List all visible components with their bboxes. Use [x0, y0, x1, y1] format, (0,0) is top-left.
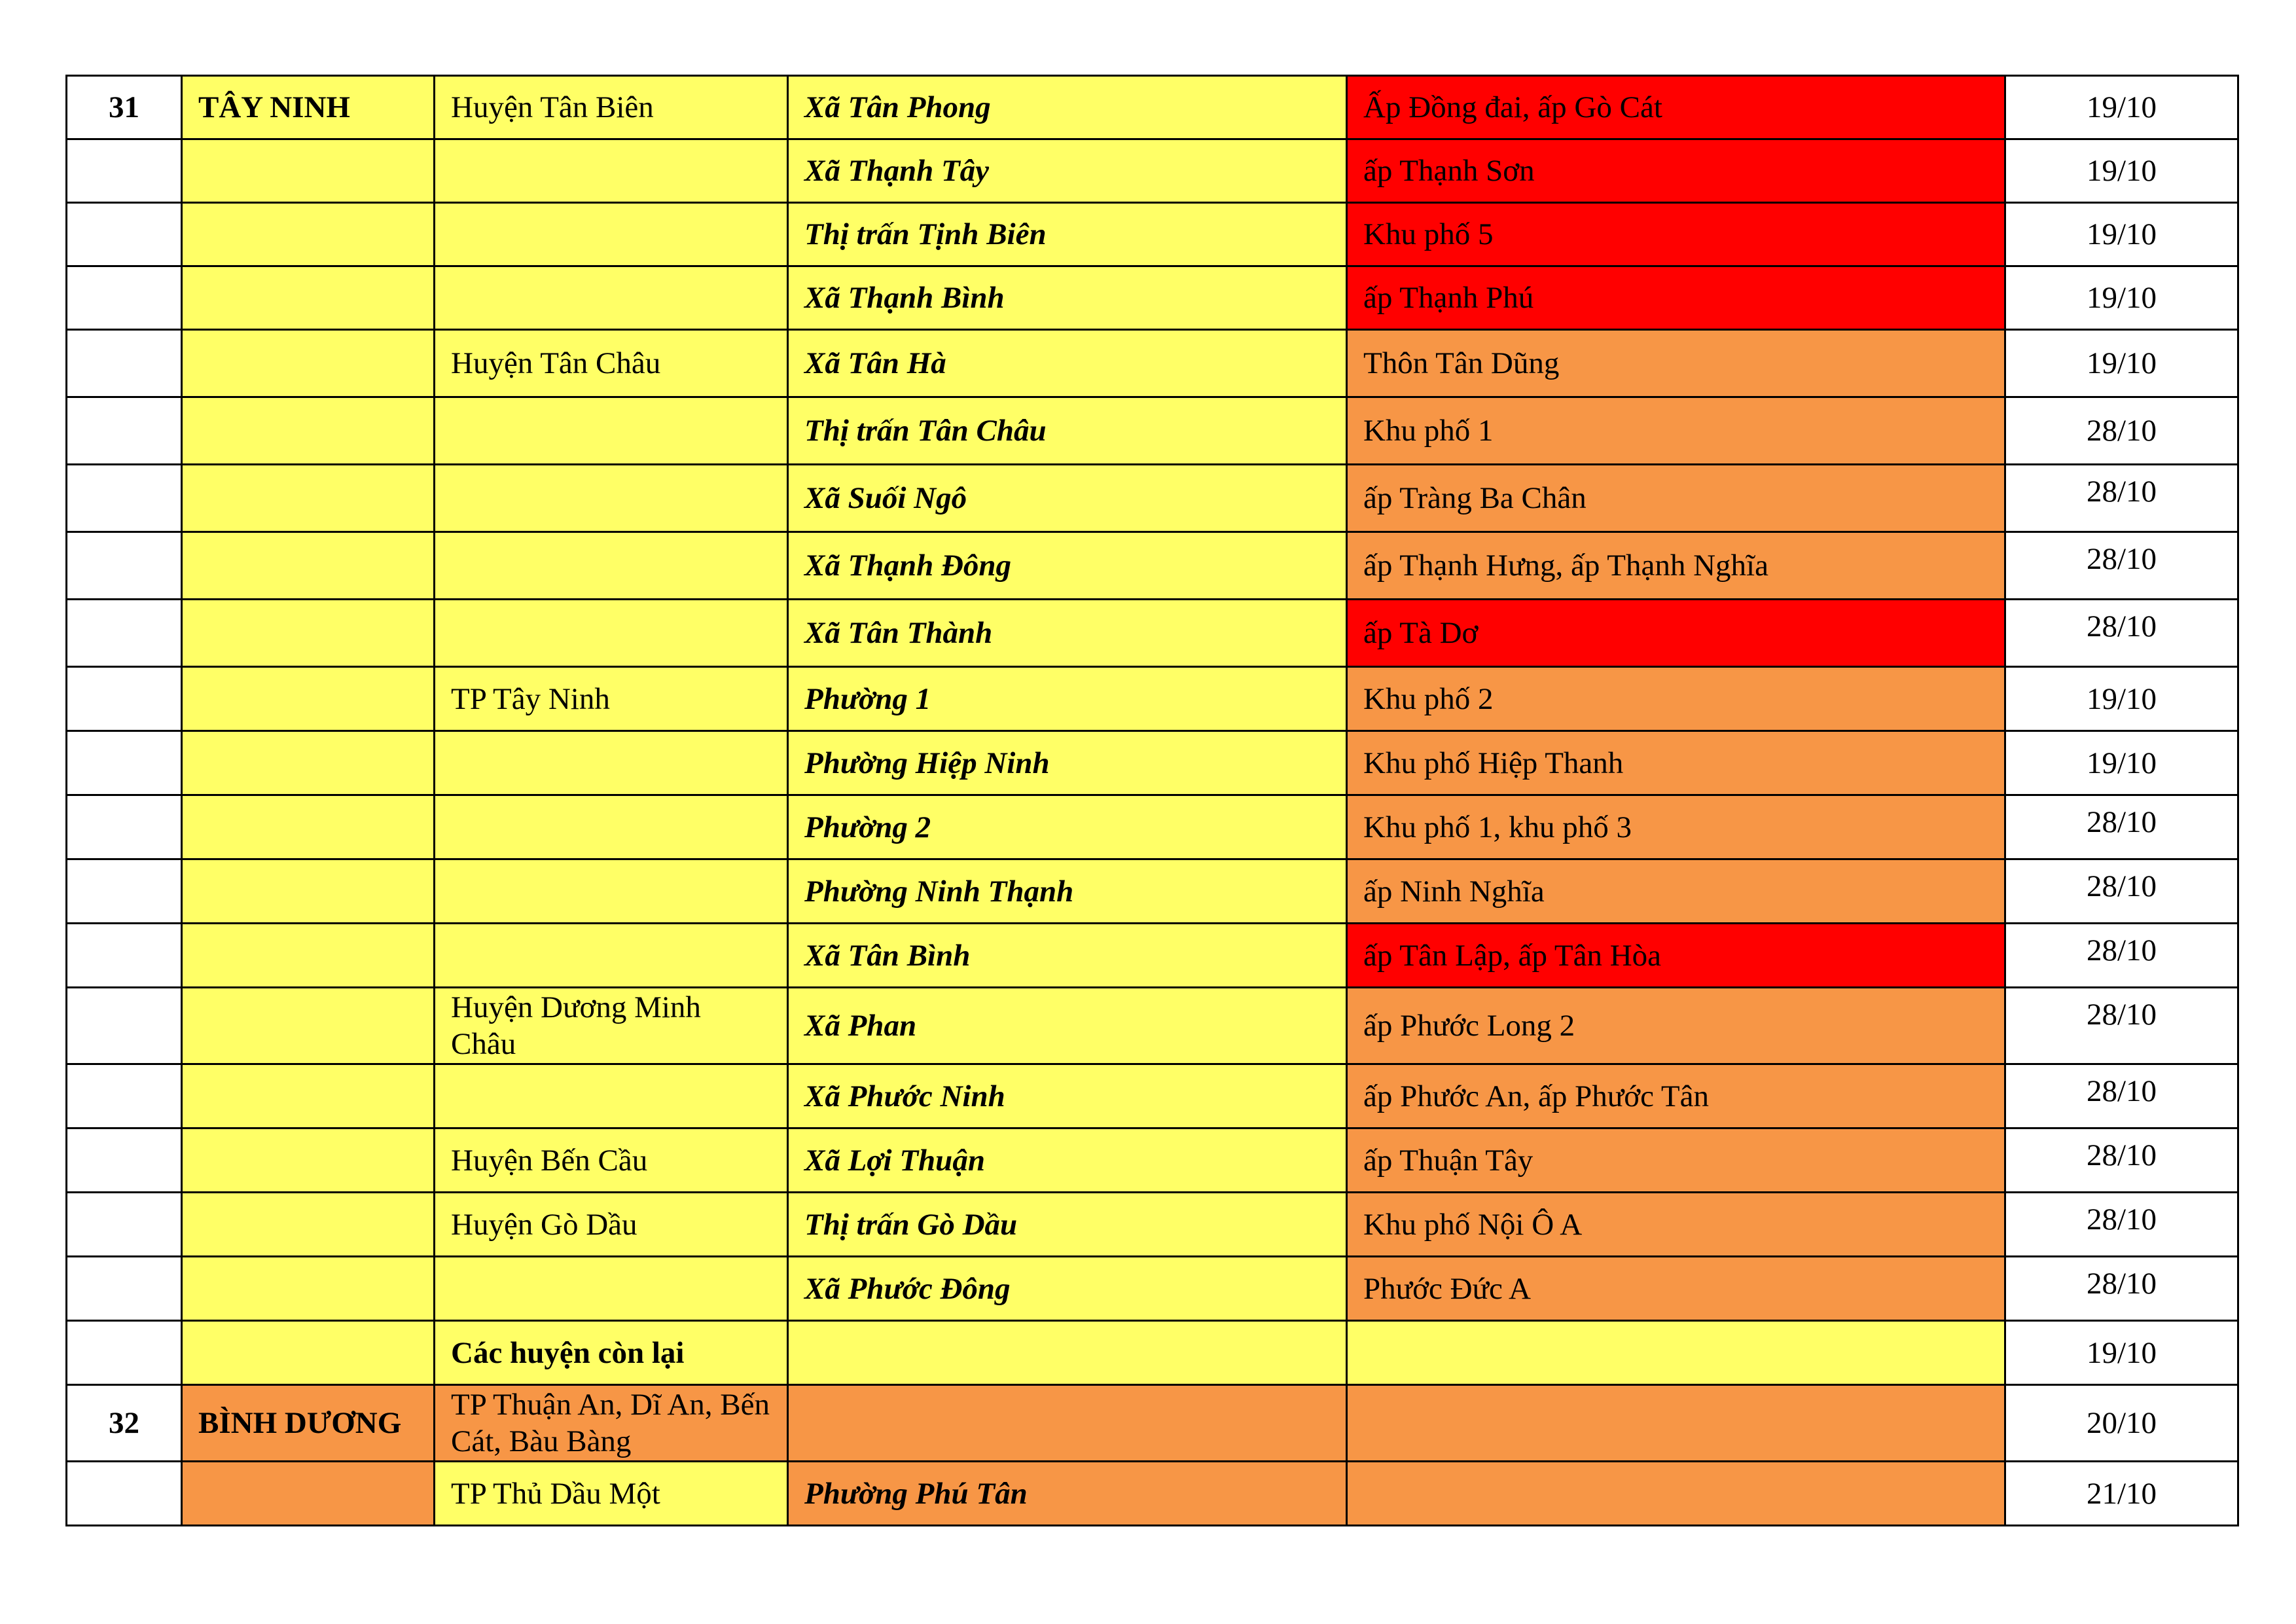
province-cell: [182, 1128, 435, 1193]
row-number: [67, 532, 182, 600]
province-cell: [182, 1193, 435, 1257]
district-cell: TP Tây Ninh: [435, 667, 788, 731]
province-cell: [182, 795, 435, 859]
area-cell: ấp Thạnh Sơn: [1347, 139, 2005, 203]
district-cell: [435, 532, 788, 600]
province-cell: [182, 988, 435, 1064]
province-cell: BÌNH DƯƠNG: [182, 1385, 435, 1462]
district-cell: [435, 1257, 788, 1321]
province-cell: TÂY NINH: [182, 76, 435, 139]
commune-cell: Xã Thạnh Tây: [788, 139, 1347, 203]
date-cell: 28/10: [2005, 600, 2238, 667]
zone-table: [65, 75, 2239, 1526]
row-number: [67, 1193, 182, 1257]
area-cell: Thôn Tân Dũng: [1347, 330, 2005, 397]
table-row: [67, 1064, 2238, 1128]
date-cell: 19/10: [2005, 1321, 2238, 1385]
date-cell: 28/10: [2005, 795, 2238, 859]
table-row: [67, 330, 2238, 397]
province-cell: [182, 532, 435, 600]
commune-cell: [788, 1385, 1347, 1462]
commune-cell: Xã Lợi Thuận: [788, 1128, 1347, 1193]
district-cell: [435, 397, 788, 465]
province-cell: [182, 397, 435, 465]
commune-cell: Xã Tân Thành: [788, 600, 1347, 667]
province-cell: [182, 667, 435, 731]
table-row: [67, 532, 2238, 600]
row-number: [67, 731, 182, 795]
district-cell: [435, 1064, 788, 1128]
district-cell: [435, 139, 788, 203]
row-number: [67, 667, 182, 731]
date-cell: 28/10: [2005, 924, 2238, 988]
province-cell: [182, 465, 435, 532]
district-cell: [435, 795, 788, 859]
province-cell: [182, 1462, 435, 1526]
district-cell: [435, 731, 788, 795]
table-row: [67, 988, 2238, 1064]
row-number: [67, 988, 182, 1064]
province-cell: [182, 139, 435, 203]
date-cell: 19/10: [2005, 139, 2238, 203]
province-cell: [182, 600, 435, 667]
date-cell: 28/10: [2005, 988, 2238, 1064]
date-cell: 19/10: [2005, 76, 2238, 139]
table-row: [67, 859, 2238, 924]
area-cell: Khu phố 2: [1347, 667, 2005, 731]
district-cell: TP Thuận An, Dĩ An, Bến Cát, Bàu Bàng: [435, 1385, 788, 1462]
area-cell: ấp Tân Lập, ấp Tân Hòa: [1347, 924, 2005, 988]
table-row: [67, 465, 2238, 532]
table-row: [67, 397, 2238, 465]
area-cell: ấp Thạnh Hưng, ấp Thạnh Nghĩa: [1347, 532, 2005, 600]
commune-cell: Xã Tân Phong: [788, 76, 1347, 139]
district-cell: Huyện Tân Châu: [435, 330, 788, 397]
row-number: [67, 1128, 182, 1193]
date-cell: 28/10: [2005, 1257, 2238, 1321]
province-cell: [182, 731, 435, 795]
province-cell: [182, 1321, 435, 1385]
row-number: [67, 266, 182, 330]
row-number: [67, 1064, 182, 1128]
province-cell: [182, 1257, 435, 1321]
date-cell: 28/10: [2005, 1128, 2238, 1193]
area-cell: ấp Phước Long 2: [1347, 988, 2005, 1064]
table-row: [67, 1128, 2238, 1193]
table-row: [67, 203, 2238, 266]
area-cell: ấp Thuận Tây: [1347, 1128, 2005, 1193]
commune-cell: Xã Phước Đông: [788, 1257, 1347, 1321]
district-cell: Huyện Bến Cầu: [435, 1128, 788, 1193]
commune-cell: Phường Ninh Thạnh: [788, 859, 1347, 924]
area-cell: ấp Ninh Nghĩa: [1347, 859, 2005, 924]
date-cell: 19/10: [2005, 731, 2238, 795]
row-number: [67, 600, 182, 667]
row-number: [67, 465, 182, 532]
district-cell: [435, 465, 788, 532]
commune-cell: Xã Suối Ngô: [788, 465, 1347, 532]
row-number: 31: [67, 76, 182, 139]
district-cell: [435, 859, 788, 924]
date-cell: 19/10: [2005, 330, 2238, 397]
area-cell: ấp Tà Dơ: [1347, 600, 2005, 667]
commune-cell: Phường 2: [788, 795, 1347, 859]
area-cell: Khu phố Nội Ô A: [1347, 1193, 2005, 1257]
district-cell: [435, 924, 788, 988]
table-row: [67, 795, 2238, 859]
province-cell: [182, 203, 435, 266]
table-row: [67, 266, 2238, 330]
row-number: [67, 1321, 182, 1385]
table-row: [67, 600, 2238, 667]
table-row: [67, 731, 2238, 795]
table-row: [67, 667, 2238, 731]
commune-cell: Phường Hiệp Ninh: [788, 731, 1347, 795]
area-cell: Ấp Đồng đai, ấp Gò Cát: [1347, 76, 2005, 139]
area-cell: ấp Tràng Ba Chân: [1347, 465, 2005, 532]
province-cell: [182, 330, 435, 397]
area-cell: Khu phố Hiệp Thanh: [1347, 731, 2005, 795]
district-cell: TP Thủ Dầu Một: [435, 1462, 788, 1526]
table-row: [67, 1257, 2238, 1321]
province-cell: [182, 859, 435, 924]
area-cell: Khu phố 5: [1347, 203, 2005, 266]
commune-cell: Xã Tân Hà: [788, 330, 1347, 397]
row-number: [67, 924, 182, 988]
date-cell: 28/10: [2005, 397, 2238, 465]
area-cell: ấp Thạnh Phú: [1347, 266, 2005, 330]
commune-cell: Phường 1: [788, 667, 1347, 731]
date-cell: 20/10: [2005, 1385, 2238, 1462]
district-cell: Các huyện còn lại: [435, 1321, 788, 1385]
area-cell: Khu phố 1: [1347, 397, 2005, 465]
commune-cell: Thị trấn Gò Dầu: [788, 1193, 1347, 1257]
commune-cell: Xã Thạnh Đông: [788, 532, 1347, 600]
row-number: 32: [67, 1385, 182, 1462]
province-cell: [182, 266, 435, 330]
table-row: [67, 1321, 2238, 1385]
province-cell: [182, 1064, 435, 1128]
district-cell: [435, 266, 788, 330]
table-row: [67, 76, 2238, 139]
area-cell: Khu phố 1, khu phố 3: [1347, 795, 2005, 859]
date-cell: 28/10: [2005, 1193, 2238, 1257]
table-row: [67, 139, 2238, 203]
date-cell: 19/10: [2005, 203, 2238, 266]
row-number: [67, 139, 182, 203]
row-number: [67, 397, 182, 465]
date-cell: 28/10: [2005, 532, 2238, 600]
row-number: [67, 1257, 182, 1321]
date-cell: 28/10: [2005, 465, 2238, 532]
table-row: [67, 1462, 2238, 1526]
row-number: [67, 859, 182, 924]
district-cell: [435, 203, 788, 266]
row-number: [67, 330, 182, 397]
commune-cell: Thị trấn Tịnh Biên: [788, 203, 1347, 266]
area-cell: Phước Đức A: [1347, 1257, 2005, 1321]
commune-cell: Xã Phước Ninh: [788, 1064, 1347, 1128]
commune-cell: [788, 1321, 1347, 1385]
district-cell: Huyện Gò Dầu: [435, 1193, 788, 1257]
date-cell: 19/10: [2005, 667, 2238, 731]
date-cell: 28/10: [2005, 1064, 2238, 1128]
date-cell: 28/10: [2005, 859, 2238, 924]
district-cell: Huyện Tân Biên: [435, 76, 788, 139]
commune-cell: Xã Tân Bình: [788, 924, 1347, 988]
district-cell: [435, 600, 788, 667]
row-number: [67, 1462, 182, 1526]
area-cell: [1347, 1462, 2005, 1526]
commune-cell: Xã Thạnh Bình: [788, 266, 1347, 330]
date-cell: 21/10: [2005, 1462, 2238, 1526]
commune-cell: Thị trấn Tân Châu: [788, 397, 1347, 465]
district-cell: Huyện Dương Minh Châu: [435, 988, 788, 1064]
date-cell: 19/10: [2005, 266, 2238, 330]
province-cell: [182, 924, 435, 988]
table-row: [67, 1385, 2238, 1462]
area-cell: [1347, 1385, 2005, 1462]
area-cell: ấp Phước An, ấp Phước Tân: [1347, 1064, 2005, 1128]
area-cell: [1347, 1321, 2005, 1385]
commune-cell: Xã Phan: [788, 988, 1347, 1064]
table-row: [67, 1193, 2238, 1257]
table-row: [67, 924, 2238, 988]
row-number: [67, 203, 182, 266]
commune-cell: Phường Phú Tân: [788, 1462, 1347, 1526]
row-number: [67, 795, 182, 859]
